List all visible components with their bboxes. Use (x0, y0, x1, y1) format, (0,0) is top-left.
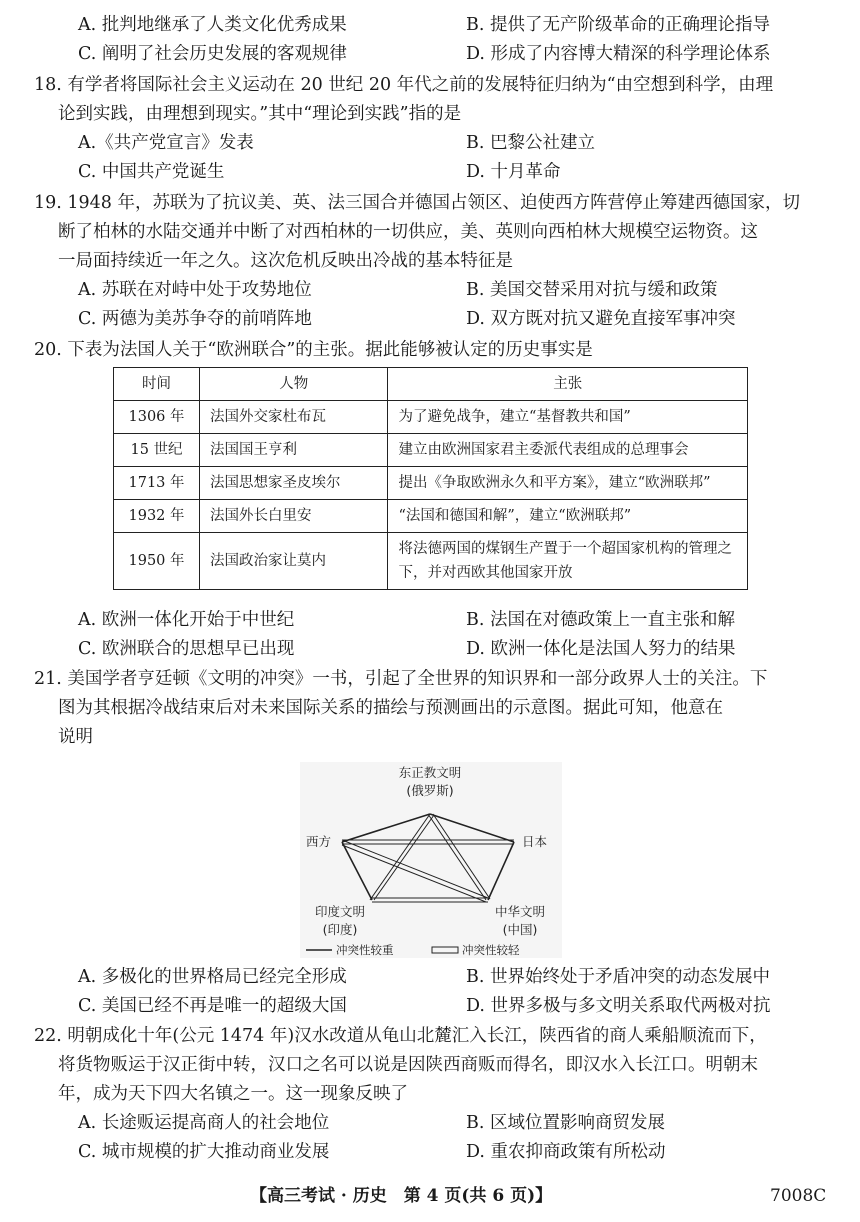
q21-option-d: D. 世界多极与多文明关系取代两极对抗 (466, 996, 771, 1016)
q18-option-a: A.《共产党宣言》发表 (78, 133, 254, 153)
q20-option-b: B. 法国在对德政策上一直主张和解 (466, 610, 735, 630)
q19-stem-line3: 一局面持续近一年之久。这次危机反映出冷战的基本特征是 (58, 251, 513, 271)
line-orthodox-india-b (374, 815, 434, 900)
q19-option-d: D. 双方既对抗又避免直接军事冲突 (466, 309, 736, 329)
q19-option-c: C. 两德为美苏争夺的前哨阵地 (78, 309, 312, 329)
table-header-person: 人物 (200, 368, 388, 401)
legend-heavy-label: 冲突性较重 (336, 943, 394, 957)
label-japan: 日本 (522, 834, 548, 849)
table-cell-person: 法国政治家让莫内 (200, 533, 388, 590)
table-cell-proposal: “法国和德国和解”，建立“欧洲联邦” (388, 500, 748, 533)
table-cell-time: 15 世纪 (114, 434, 200, 467)
table-cell-proposal: 为了避免战争，建立“基督教共和国” (388, 401, 748, 434)
q21-stem-line3: 说明 (58, 727, 93, 747)
line-orthodox-china-a (428, 814, 486, 900)
q18-option-c: C. 中国共产党诞生 (78, 162, 225, 182)
line-orthodox-china-b (433, 814, 490, 899)
label-china: (中国) (502, 922, 538, 937)
line-west-china-a (342, 840, 488, 898)
legend-light-label: 冲突性较轻 (462, 943, 520, 957)
diagram-svg (300, 762, 562, 958)
table-cell-person: 法国外长白里安 (200, 500, 388, 533)
table-cell-proposal: 建立由欧洲国家君主委派代表组成的总理事会 (388, 434, 748, 467)
q20-stem-line1: 20. 下表为法国人关于“欧洲联合”的主张。据此能够被认定的历史事实是 (34, 340, 593, 360)
q22-option-d: D. 重农抑商政策有所松动 (466, 1142, 666, 1162)
q17-option-a: A. 批判地继承了人类文化优秀成果 (78, 15, 347, 35)
page-footer-code: 7008C (770, 1186, 827, 1206)
line-japan-china (488, 842, 514, 900)
table-cell-time: 1306 年 (114, 401, 200, 434)
table-cell-proposal: 将法德两国的煤钢生产置于一个超国家机构的管理之下，并对西欧其他国家开放 (388, 533, 748, 590)
line-west-china-b (342, 845, 486, 902)
table-row (114, 467, 748, 500)
label-russia: (俄罗斯) (406, 783, 454, 798)
q18-option-d: D. 十月革命 (466, 162, 561, 182)
table-header-proposal: 主张 (388, 368, 748, 401)
heavy-conflict-lines (342, 814, 514, 900)
q22-stem-line3: 年，成为天下四大名镇之一。这一现象反映了 (58, 1084, 408, 1104)
q17-option-c: C. 阐明了社会历史发展的客观规律 (78, 44, 347, 64)
q22-stem-line2: 将货物贩运于汉正街中转，汉口之名可以说是因陕西商贩而得名，即汉水入长江口。明朝末 (58, 1055, 758, 1075)
q19-option-b: B. 美国交替采用对抗与缓和政策 (466, 280, 718, 300)
table-cell-time: 1950 年 (114, 533, 200, 590)
q19-option-a: A. 苏联在对峙中处于攻势地位 (78, 280, 312, 300)
q20-table (113, 367, 748, 590)
table-header-row (114, 368, 748, 401)
table-header-time: 时间 (114, 368, 200, 401)
q21-stem-line1: 21. 美国学者亨廷顿《文明的冲突》一书，引起了全世界的知识界和一部分政界人士的关注。下 (34, 669, 768, 689)
line-orthodox-west (342, 814, 430, 842)
label-west: 西方 (306, 834, 332, 849)
q20-option-a: A. 欧洲一体化开始于中世纪 (78, 610, 295, 630)
label-chinese-civ: 中华文明 (494, 904, 546, 919)
table-cell-person: 法国思想家圣皮埃尔 (200, 467, 388, 500)
line-orthodox-india-a (370, 814, 430, 900)
label-indian-civ: 印度文明 (314, 904, 366, 919)
q22-option-a: A. 长途贩运提高商人的社会地位 (78, 1113, 330, 1133)
q20-option-d: D. 欧洲一体化是法国人努力的结果 (466, 639, 736, 659)
label-orthodox: 东正教文明 (398, 765, 462, 780)
table-cell-person: 法国外交家杜布瓦 (200, 401, 388, 434)
q17-option-d: D. 形成了内容博大精深的科学理论体系 (466, 44, 771, 64)
q22-option-b: B. 区域位置影响商贸发展 (466, 1113, 665, 1133)
table-cell-proposal: 提出《争取欧洲永久和平方案》，建立“欧洲联邦” (388, 467, 748, 500)
q20-option-c: C. 欧洲联合的思想早已出现 (78, 639, 295, 659)
page-footer-exam-info: 【高三考试 · 历史 第 4 页(共 6 页)】 (250, 1186, 553, 1206)
q17-option-b: B. 提供了无产阶级革命的正确理论指导 (466, 15, 770, 35)
q22-stem-line1: 22. 明朝成化十年(公元 1474 年)汉水改道从龟山北麓汇入长江，陕西省的商人乘船顺流而下， (34, 1026, 767, 1046)
table-row (114, 434, 748, 467)
q18-stem-line1: 18. 有学者将国际社会主义运动在 20 世纪 20 年代之前的发展特征归纳为“由空想到科学，由理 (34, 75, 774, 95)
table-cell-time: 1932 年 (114, 500, 200, 533)
table-row (114, 533, 748, 590)
q21-option-a: A. 多极化的世界格局已经完全形成 (78, 967, 347, 987)
q18-stem-line2: 论到实践，由理想到现实。”其中“理论到实践”指的是 (58, 104, 462, 124)
table-row (114, 401, 748, 434)
light-conflict-lines (342, 814, 514, 902)
q19-stem-line2: 断了柏林的水陆交通并中断了对西柏林的一切供应，美、英则向西柏林大规模空运物资。这 (58, 222, 758, 242)
q19-stem-line1: 19. 1948 年，苏联为了抗议美、英、法三国合并德国占领区、迫使西方阵营停止筹建西德国家，切 (34, 193, 800, 213)
table-row (114, 500, 748, 533)
q21-option-c: C. 美国已经不再是唯一的超级大国 (78, 996, 347, 1016)
table-cell-person: 法国国王亨利 (200, 434, 388, 467)
q21-stem-line2: 图为其根据冷战结束后对未来国际关系的描绘与预测画出的示意图。据此可知，他意在 (58, 698, 723, 718)
q18-option-b: B. 巴黎公社建立 (466, 133, 595, 153)
civilization-conflict-diagram (300, 762, 562, 958)
label-india: (印度) (322, 922, 358, 937)
q22-option-c: C. 城市规模的扩大推动商业发展 (78, 1142, 330, 1162)
q21-option-b: B. 世界始终处于矛盾冲突的动态发展中 (466, 967, 770, 987)
legend-light-swatch (432, 947, 458, 953)
table-cell-time: 1713 年 (114, 467, 200, 500)
